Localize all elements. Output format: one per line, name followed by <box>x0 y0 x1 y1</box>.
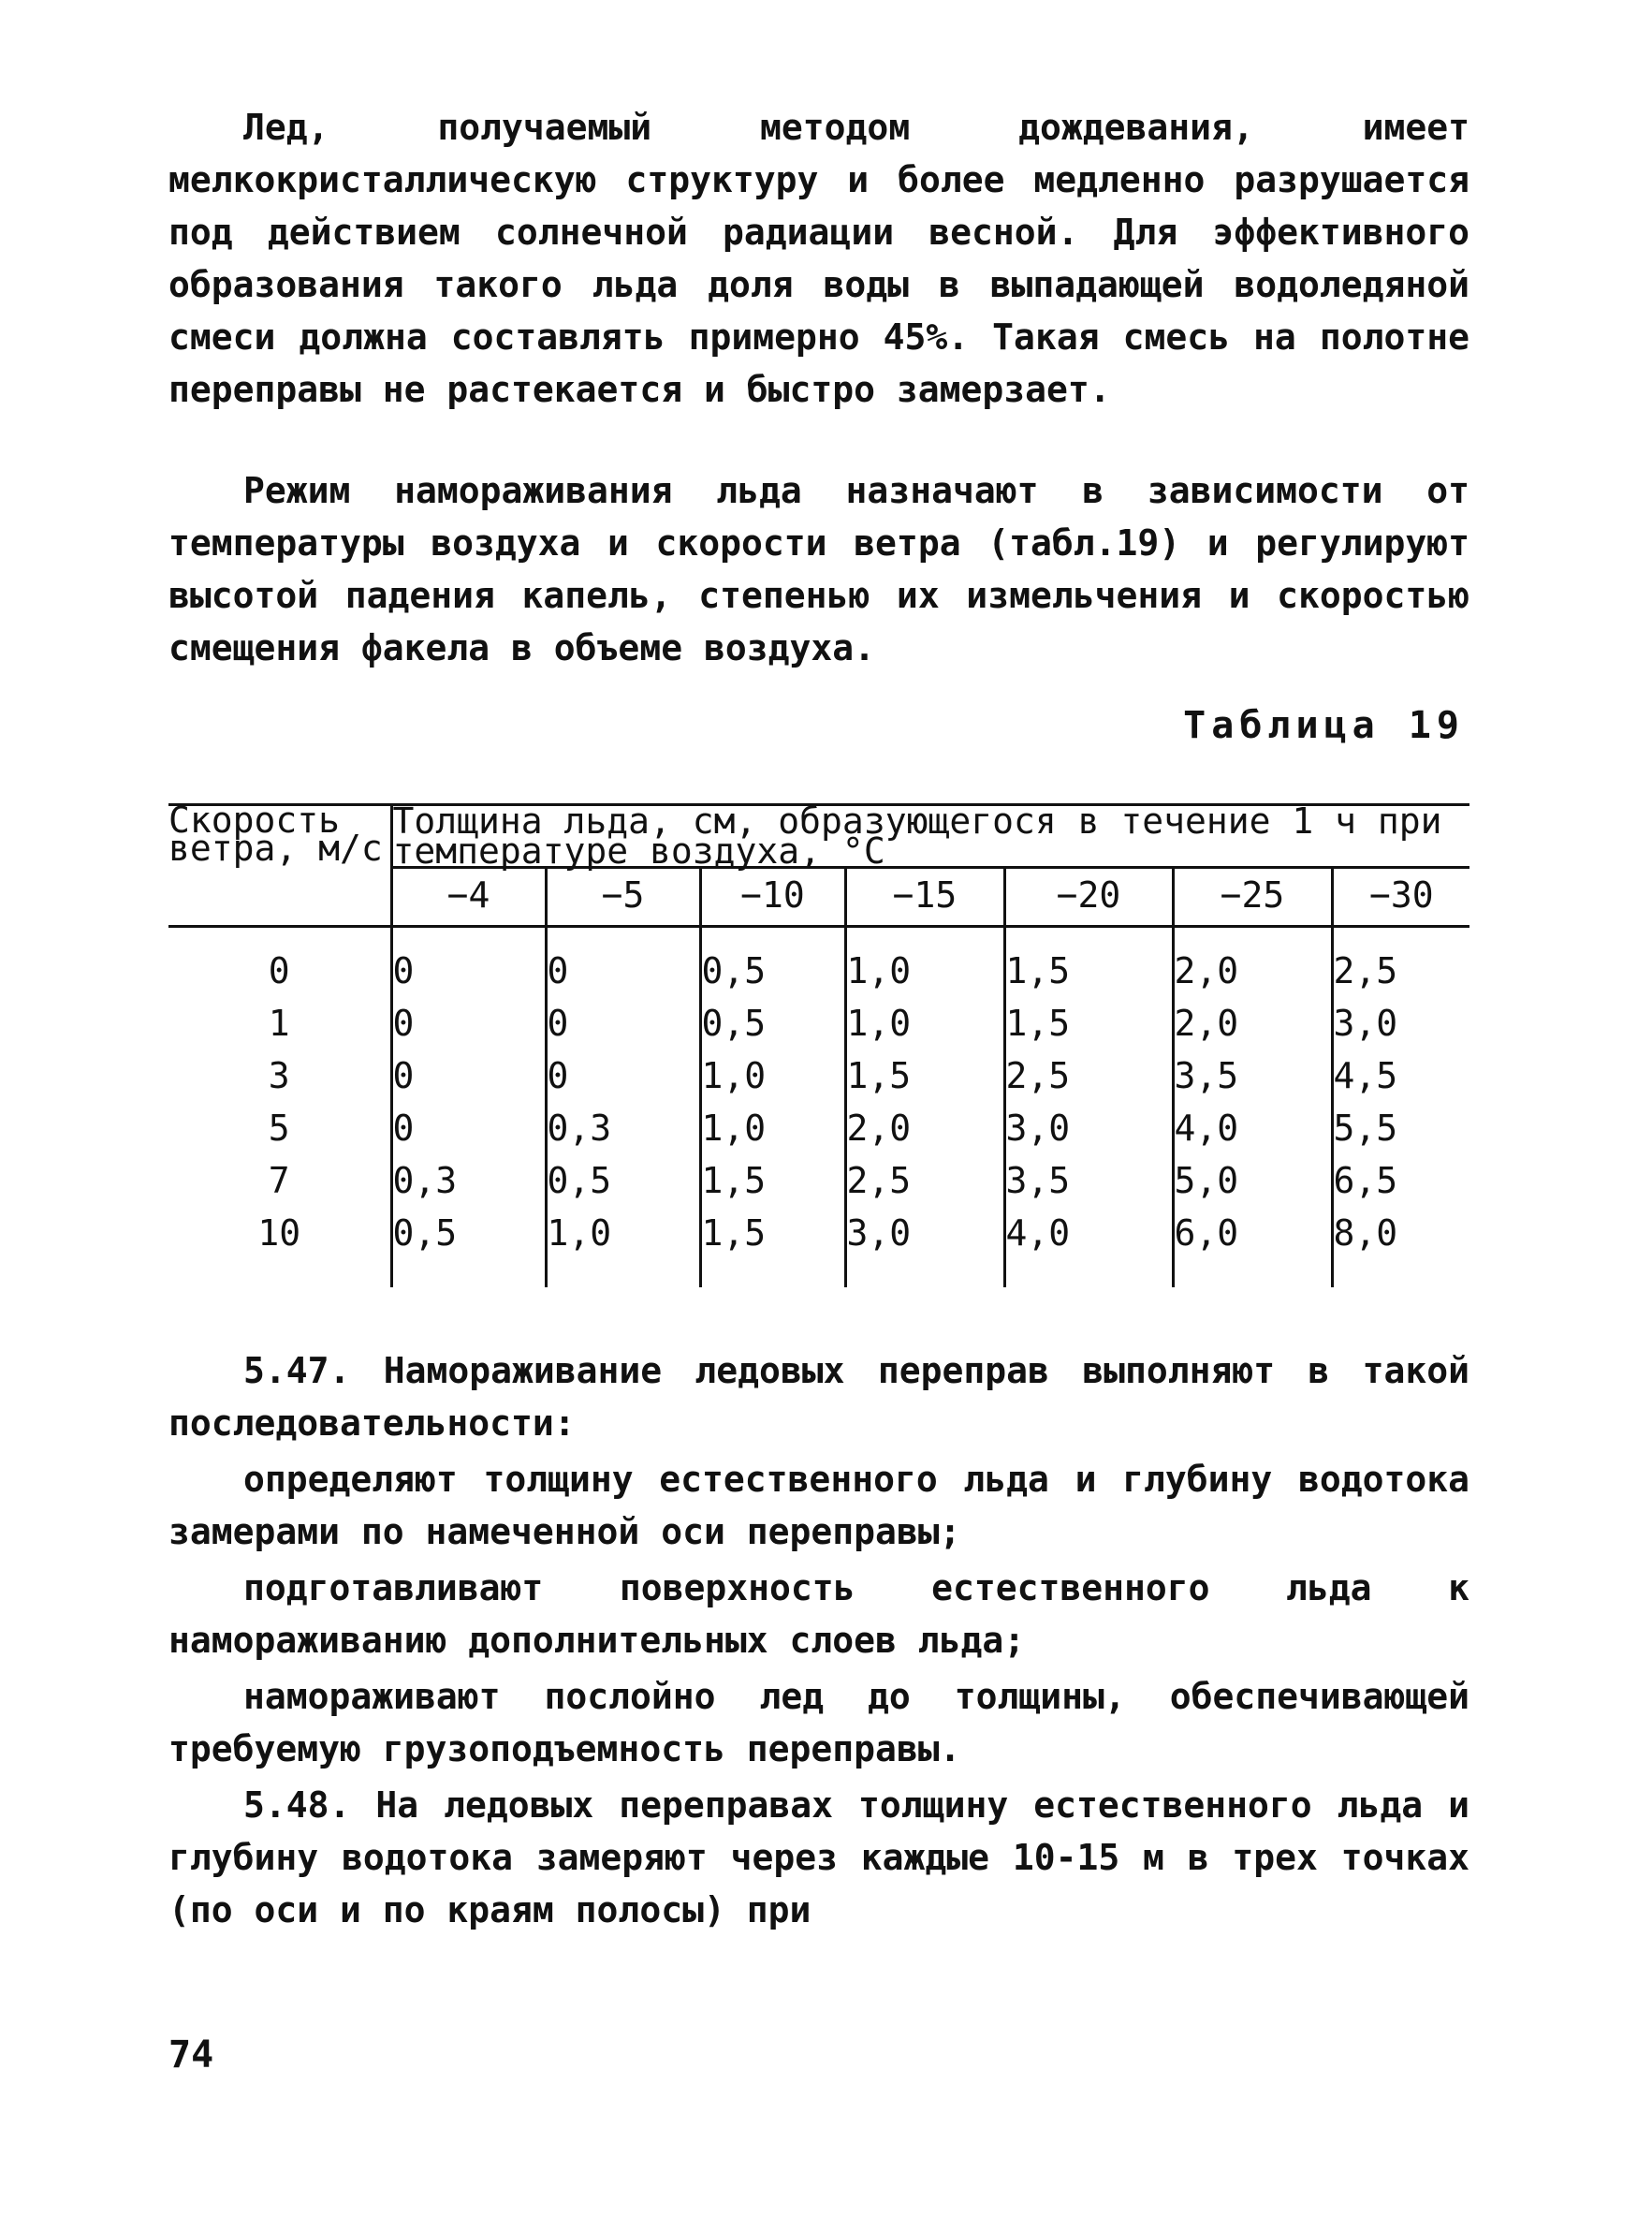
thickness-cell: 4,5 <box>1332 1049 1469 1102</box>
thickness-cell: 6,0 <box>1173 1207 1332 1287</box>
thickness-cell: 0 <box>546 927 700 998</box>
thickness-cell: 0,5 <box>700 927 845 998</box>
wind-speed-cell: 1 <box>168 997 391 1049</box>
temperature-header: −20 <box>1004 868 1173 927</box>
thickness-cell: 1,0 <box>700 1049 845 1102</box>
thickness-cell: 1,5 <box>1004 927 1173 998</box>
thickness-cell: 3,0 <box>845 1207 1004 1287</box>
thickness-cell: 1,0 <box>546 1207 700 1287</box>
paragraph-step-prepare: подготавливают поверхность естественного льда к намораживанию дополнительных слоев льда; <box>168 1567 1469 1661</box>
thickness-cell: 1,5 <box>845 1049 1004 1102</box>
thickness-cell: 1,5 <box>1004 997 1173 1049</box>
thickness-cell: 2,5 <box>1332 927 1469 998</box>
paragraph-step-freeze: намораживают послойно лед до толщины, обеспечивающей требуемую грузоподъемность переправы. <box>168 1676 1469 1769</box>
wind-speed-cell: 7 <box>168 1154 391 1207</box>
thickness-cell: 6,5 <box>1332 1154 1469 1207</box>
thickness-cell: 1,5 <box>700 1154 845 1207</box>
ice-thickness-header: Толщина льда, см, образующегося в течение 1 ч при температуре воздуха, °C <box>391 805 1469 868</box>
thickness-cell: 0 <box>546 1049 700 1102</box>
temperature-header: −25 <box>1173 868 1332 927</box>
thickness-cell: 2,0 <box>1173 927 1332 998</box>
thickness-cell: 0,3 <box>392 1160 458 1201</box>
thickness-cell: 1,0 <box>845 997 1004 1049</box>
thickness-cell: 2,0 <box>1173 997 1332 1049</box>
thickness-cell: 3,0 <box>1004 1102 1173 1154</box>
thickness-cell: 5,0 <box>1173 1154 1332 1207</box>
thickness-cell: 2,0 <box>845 1102 1004 1154</box>
thickness-cell: 2,5 <box>1004 1049 1173 1102</box>
wind-speed-cell: 5 <box>168 1102 391 1154</box>
temperature-header: −30 <box>1332 868 1469 927</box>
thickness-cell: 1,5 <box>700 1207 845 1287</box>
thickness-cell: 8,0 <box>1332 1207 1469 1287</box>
paragraph-5-47: 5.47. Намораживание ледовых переправ выполняют в такой последовательности: <box>168 1350 1469 1444</box>
thickness-cell: 0 <box>392 950 415 991</box>
thickness-cell: 0,3 <box>546 1102 700 1154</box>
thickness-cell: 1,0 <box>700 1102 845 1154</box>
thickness-cell: 0 <box>546 997 700 1049</box>
temperature-header: −4 <box>391 868 546 927</box>
paragraph-step-measure: определяют толщину естественного льда и глубину водотока замерами по намеченной оси переправы; <box>168 1459 1469 1552</box>
temperature-header: −5 <box>546 868 700 927</box>
thickness-cell: 3,5 <box>1173 1049 1332 1102</box>
paragraph-ice-rain: Лед, получаемый методом дождевания, имеет мелкокристаллическую структуру и более медленно разрушается под действием солнечной радиации весной. Для эффективного образования такого льда доля воды в выпадающей водоледяной смеси должна составлять примерно 45%. Такая смесь на полотне переправы не растекается и быстро замерзает. <box>168 107 1469 410</box>
thickness-cell: 5,5 <box>1332 1102 1469 1154</box>
thickness-cell: 2,5 <box>845 1154 1004 1207</box>
thickness-cell: 4,0 <box>1173 1102 1332 1154</box>
table-row <box>168 1154 1469 1207</box>
thickness-cell: 1,0 <box>845 927 1004 998</box>
thickness-cell: 4,0 <box>1004 1207 1173 1287</box>
table-row <box>168 1049 1469 1102</box>
paragraph-freezing-mode: Режим намораживания льда назначают в зависимости от температуры воздуха и скорости ветра (табл.19) и регулируют высотой падения капель, степенью их измельчения и скоростью смещения факела в объеме воздуха. <box>168 470 1469 668</box>
wind-speed-cell: 0 <box>168 927 391 998</box>
thickness-cell: 3,5 <box>1004 1154 1173 1207</box>
temperature-header: −10 <box>700 868 845 927</box>
table-row <box>168 1102 1469 1154</box>
table-row <box>168 927 1469 998</box>
table-caption: Таблица 19 <box>1183 704 1465 747</box>
table-row <box>168 1207 1469 1287</box>
thickness-cell: 0 <box>392 1108 415 1149</box>
thickness-cell: 0 <box>392 1003 415 1044</box>
thickness-cell: 0,5 <box>392 1212 458 1254</box>
wind-speed-cell: 3 <box>168 1049 391 1102</box>
thickness-cell: 0 <box>392 1055 415 1096</box>
thickness-cell: 0,5 <box>700 997 845 1049</box>
paragraph-5-48: 5.48. На ледовых переправах толщину естественного льда и глубину водотока замеряют через каждые 10-15 м в трех точках (по оси и по краям полосы) при <box>168 1784 1469 1930</box>
wind-speed-cell: 10 <box>168 1207 391 1287</box>
thickness-cell: 0,5 <box>546 1154 700 1207</box>
page-number: 74 <box>168 2033 214 2077</box>
table-row <box>168 997 1469 1049</box>
thickness-cell: 3,0 <box>1332 997 1469 1049</box>
temperature-header: −15 <box>845 868 1004 927</box>
ice-thickness-table <box>168 800 1469 1287</box>
wind-speed-header: Скорость ветра, м/с <box>168 805 391 927</box>
